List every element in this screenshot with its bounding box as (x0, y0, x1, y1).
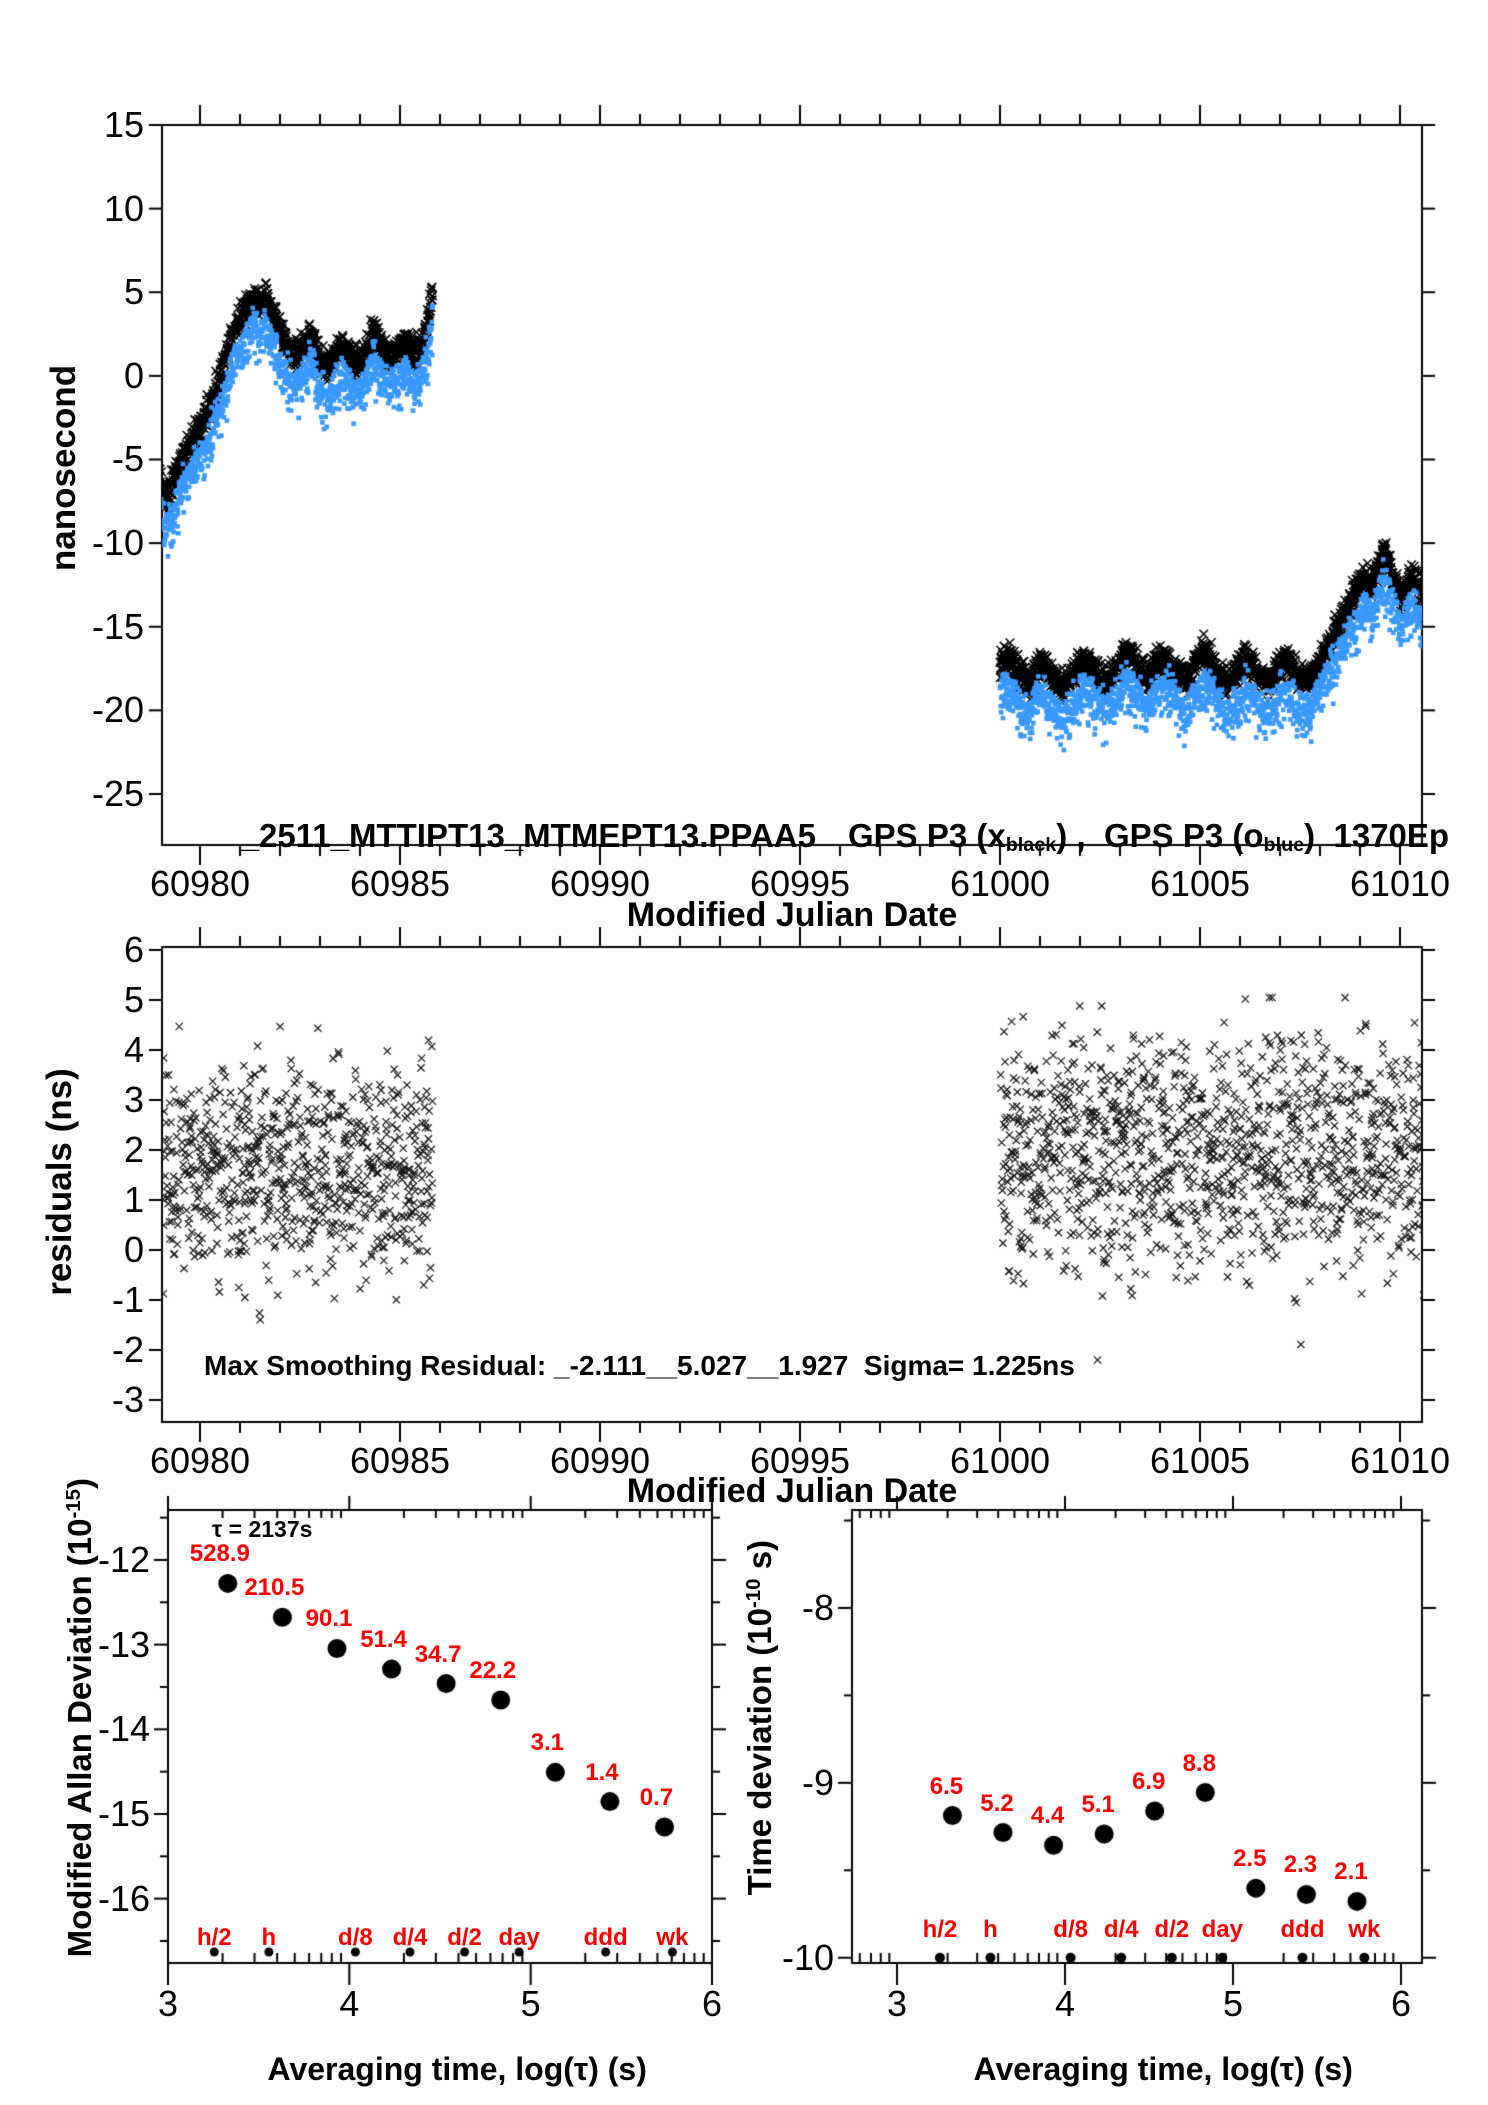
mdev-interval-label: ddd (583, 1924, 628, 1951)
mdev-y-tick-label: -14 (97, 1708, 150, 1750)
residuals-x-tick-label: 60985 (349, 1440, 451, 1481)
tdev-x-axis-title (939, 2014, 1353, 2105)
mdev-x-tick-label: 6 (701, 1983, 723, 2024)
tdev-y-title-close: s) (741, 1539, 778, 1579)
mdev-point-label: 51.4 (360, 1626, 407, 1654)
mdev-y-title-exp: -15 (61, 1488, 85, 1519)
legend-sub-blue: blue (1263, 834, 1305, 857)
mdev-x-tick-label: 3 (157, 1983, 179, 2024)
mdev-point-label: 0.7 (639, 1784, 674, 1812)
tdev-x-title-pre: Averaging time, log( (973, 2051, 1280, 2087)
max-smoothing-note: Max Smoothing Residual: _-2.111__5.027__1.927 Sigma= 1.225ns (204, 1350, 1075, 1381)
legend-sub-black: black (1005, 834, 1057, 857)
mdev-x-title-post: ) (s) (588, 2051, 647, 2087)
legend-text-3: ) 1370Ep (1304, 817, 1450, 854)
mdev-point-label: 22.2 (469, 1656, 517, 1684)
tdev-interval-label: d/4 (1103, 1916, 1139, 1943)
mdev-point-label: 34.7 (414, 1640, 462, 1668)
phase-y-tick-label: 15 (103, 104, 144, 145)
tdev-point-label: 4.4 (1030, 1802, 1065, 1830)
mdev-interval-label: h/2 (196, 1924, 232, 1951)
tdev-y-tick-label: -8 (801, 1586, 834, 1628)
tdev-x-tick-label: 3 (887, 1983, 908, 2024)
residuals-x-tick-label: 61010 (1349, 1440, 1451, 1481)
tdev-point-label: 2.3 (1283, 1851, 1318, 1879)
tdev-y-title-exp: -10 (741, 1578, 765, 1609)
mdev-x-title-pre: Averaging time, log( (267, 2051, 574, 2087)
residuals-x-axis-title: Modified Julian Date (626, 1472, 958, 1510)
residuals-y-tick-label: 6 (123, 929, 144, 970)
tdev-point-label: 8.8 (1182, 1749, 1216, 1777)
tdev-interval-label: h (983, 1916, 998, 1943)
tdev-y-tick-label: -10 (781, 1936, 834, 1978)
mdev-interval-label: d/4 (392, 1924, 428, 1951)
tdev-x-tick-label: 5 (1222, 1983, 1244, 2024)
residuals-y-tick-label: 3 (123, 1079, 144, 1120)
phase-y-tick-label: -25 (91, 772, 144, 814)
tdev-x-tick-label: 6 (1390, 1983, 1412, 2024)
phase-y-tick-label: 0 (123, 354, 144, 396)
residuals-x-tick-label: 61000 (949, 1440, 1051, 1481)
phase-x-tick-label: 60985 (349, 863, 451, 904)
tdev-interval-label: d/2 (1154, 1916, 1190, 1943)
tdev-y-axis-title (703, 1540, 817, 1932)
phase-x-tick-label: 61000 (949, 863, 1051, 904)
residuals-y-tick-label: -1 (111, 1279, 144, 1320)
mdev-x-tick-label: 5 (520, 1983, 541, 2024)
residuals-y-tick-label: -3 (111, 1379, 144, 1420)
mdev-point-label: 90.1 (305, 1605, 353, 1633)
mdev-interval-label: wk (656, 1924, 689, 1951)
phase-y-tick-label: -20 (91, 689, 144, 731)
phase-annotation (204, 779, 1449, 893)
phase-y-tick-label: 10 (103, 187, 144, 229)
residuals-x-tick-label: 60990 (549, 1440, 651, 1481)
phase-y-tick-label: 5 (123, 271, 144, 313)
mdev-y-tick-label: -13 (97, 1623, 150, 1665)
mdev-interval-label: day (498, 1924, 540, 1951)
tdev-interval-label: h/2 (922, 1916, 958, 1943)
residuals-y-axis-title: residuals (ns) (40, 1068, 79, 1296)
mdev-y-title-main: Modified Allan Deviation (10 (61, 1518, 98, 1958)
residuals-y-tick-label: 5 (123, 979, 144, 1020)
residuals-y-tick-label: 0 (123, 1229, 144, 1270)
phase-y-tick-label: -5 (111, 438, 144, 480)
phase-x-tick-label: 60990 (549, 863, 651, 904)
mdev-point-label: 3.1 (530, 1729, 564, 1757)
phase-y-tick-label: -10 (91, 522, 144, 564)
residuals-y-tick-label: -2 (111, 1329, 144, 1370)
tdev-y-tick-label: -9 (801, 1761, 834, 1803)
phase-x-axis-title: Modified Julian Date (626, 896, 958, 934)
mdev-point-label: 210.5 (244, 1574, 305, 1602)
residuals-y-tick-label: 4 (123, 1029, 144, 1070)
tdev-point-label: 5.1 (1081, 1790, 1115, 1818)
tdev-point-label: 2.5 (1233, 1845, 1267, 1873)
residuals-x-tick-label: 60980 (149, 1440, 251, 1481)
mdev-x-tick-label: 4 (339, 1983, 360, 2024)
mdev-x-axis-title (233, 2014, 647, 2105)
mdev-y-tick-label: -12 (97, 1538, 150, 1580)
tdev-x-tick-label: 4 (1054, 1983, 1076, 2024)
mdev-interval-label: d/8 (338, 1924, 373, 1951)
tdev-interval-label: ddd (1280, 1916, 1325, 1943)
tdev-interval-label: d/8 (1053, 1916, 1088, 1943)
tdev-point-label: 5.2 (980, 1789, 1014, 1817)
phase-y-tick-label: -15 (91, 605, 144, 647)
legend-text-1: GPS P3 (x (847, 817, 1006, 854)
tau-symbol: τ (573, 2051, 589, 2087)
phase-x-tick-label: 60980 (149, 863, 251, 904)
mdev-point-label: 528.9 (189, 1540, 250, 1568)
tau-note: τ = 2137s (212, 1516, 313, 1542)
legend-text-2: ) , GPS P3 (o (1056, 817, 1264, 854)
residuals-y-tick-label: 2 (123, 1129, 144, 1170)
phase-x-tick-label: 60995 (749, 863, 851, 904)
tdev-interval-label: day (1201, 1916, 1244, 1943)
tdev-x-title-post: ) (s) (1294, 2051, 1353, 2087)
mdev-y-title-close: ) (61, 1477, 98, 1489)
residuals-y-tick-label: 1 (123, 1179, 144, 1220)
tdev-point-label: 6.5 (929, 1772, 964, 1800)
tdev-point-label: 2.1 (1334, 1858, 1368, 1886)
residuals-x-tick-label: 60995 (749, 1440, 851, 1481)
residuals-x-tick-label: 61005 (1149, 1440, 1251, 1481)
mdev-interval-label: h (261, 1924, 277, 1951)
mdev-y-tick-label: -16 (97, 1877, 150, 1919)
phase-y-axis-title: nanosecond (44, 364, 83, 572)
phase-file-id: _2511_MTTIPT13_MTMEPT13.PPAA5 (240, 817, 816, 854)
phase-x-tick-label: 61005 (1149, 863, 1251, 904)
tdev-point-label: 6.9 (1132, 1768, 1166, 1796)
tau-symbol: τ (1279, 2051, 1295, 2087)
phase-x-tick-label: 61010 (1349, 863, 1451, 904)
tdev-y-title-main: Time deviation (10 (741, 1608, 778, 1896)
mdev-point-label: 1.4 (585, 1758, 619, 1786)
mdev-y-tick-label: -15 (97, 1792, 150, 1834)
mdev-interval-label: d/2 (447, 1924, 482, 1951)
tdev-interval-label: wk (1348, 1916, 1381, 1943)
